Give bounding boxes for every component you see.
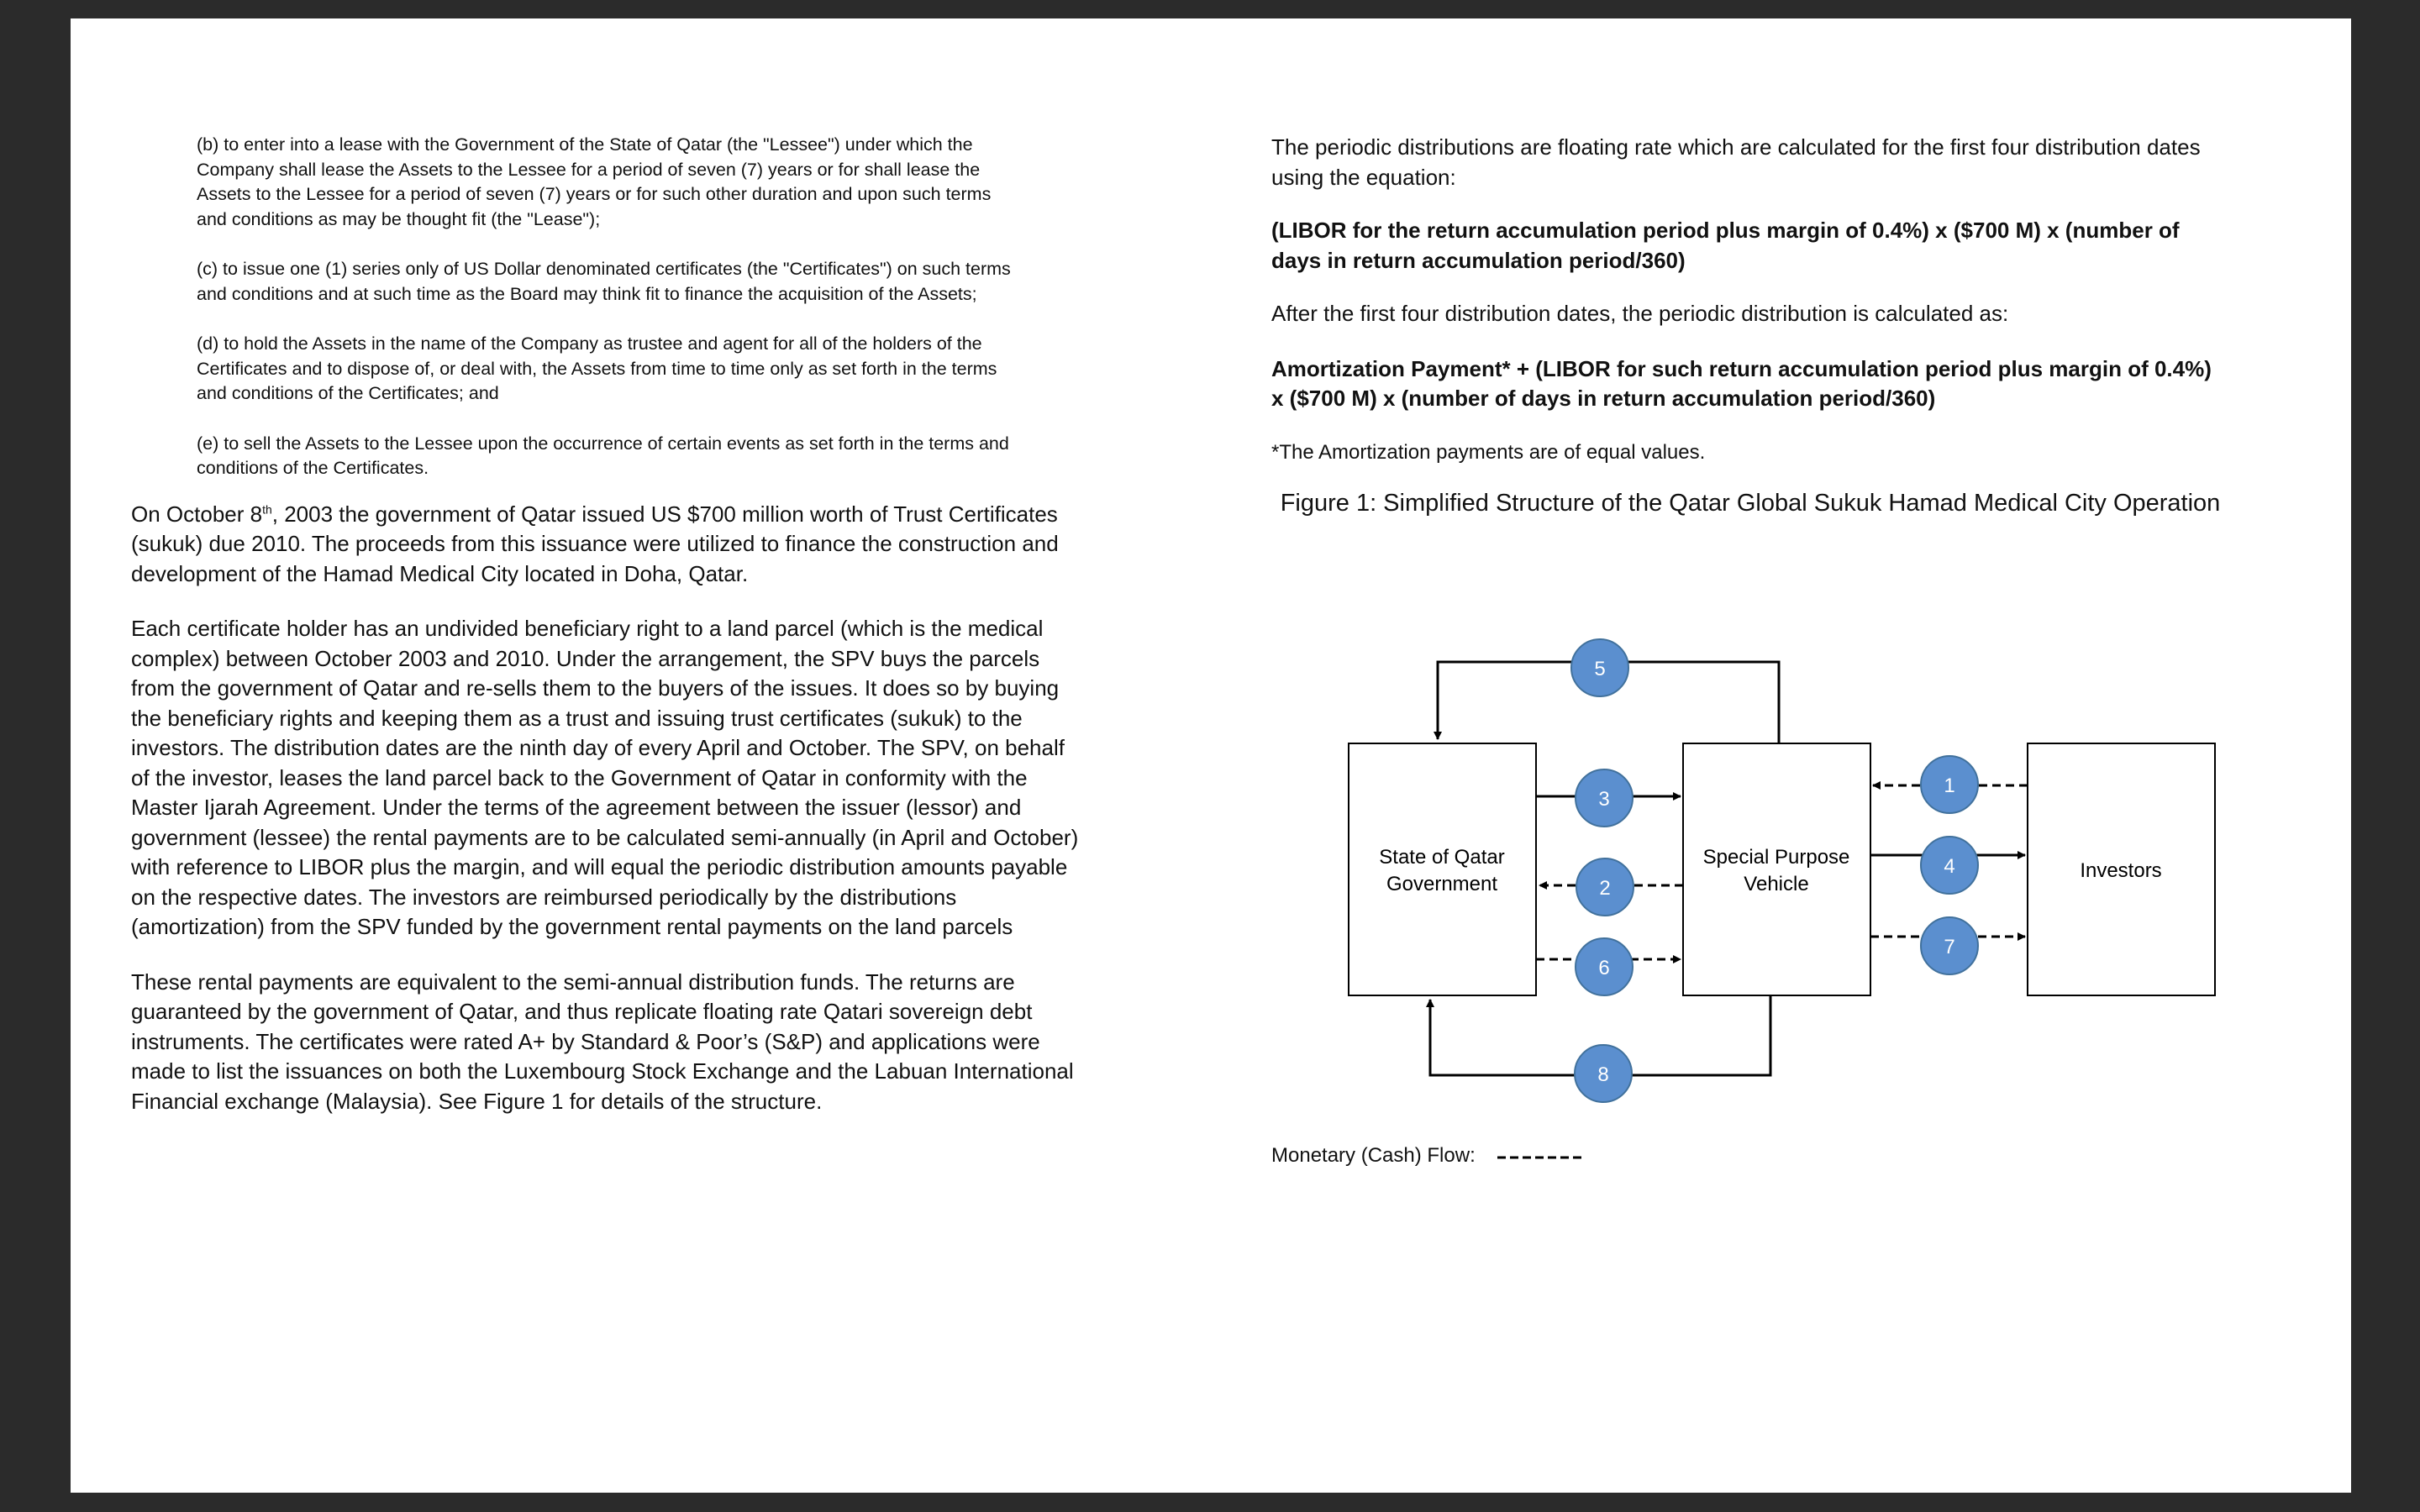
paragraph-arrangement: Each certificate holder has an undivided beneficiary right to a land parcel (which is the medical complex) between October 2003 and 2010. Under the arrangement, the SPV buys the parcels from the government of Qatar and re-sells them to the buyers of the issues. It does so by buying the beneficiary rights and keeping them as a trust and issuing trust certificates (sukuk) to the investors. The distribution dates are the ninth day of every April and October. The SPV, on behalf of the investor, leases the land parcel back to the Government of Qatar in conformity with the Master Ijarah Agreement. Under the terms of the agreement between the issuer (lessor) and government (lessee) the rental payments are to be calculated semi-annually (in April and October) with reference to LIBOR plus the margin, and will equal the periodic distribution amounts payable on the respective dates. The investors are reimbursed periodically by the distributions (amortization) from the SPV funded by the government rental payments on the land parcels bbox=[131, 616, 1079, 939]
structure-diagram bbox=[1271, 615, 2229, 1203]
svg-text:6: 6 bbox=[1598, 957, 1610, 979]
flow-2-badge bbox=[1576, 858, 1634, 916]
flow-7-badge bbox=[1921, 917, 1978, 974]
equation-amortization: Amortization Payment* + (LIBOR for such return accumulation period plus margin of 0.4%) x ($700 M) x (number of days in return accumulation period/360) bbox=[1271, 355, 2212, 411]
left-column bbox=[131, 133, 1081, 1142]
clause-e: (e) to sell the Assets to the Lessee upon the occurrence of certain events as set forth in the terms and conditions of the Certificates. bbox=[197, 433, 1009, 478]
legend-label: Monetary (Cash) Flow: bbox=[1271, 1144, 1476, 1167]
flow-1-badge bbox=[1921, 756, 1978, 813]
flow-5-badge bbox=[1571, 639, 1628, 696]
cash-flow-legend bbox=[1271, 1144, 1588, 1168]
para1-start: On October 8 bbox=[131, 501, 263, 527]
svg-text:3: 3 bbox=[1598, 788, 1610, 811]
equation-first: (LIBOR for the return accumulation period plus margin of 0.4%) x ($700 M) x (number of days in return accumulation period/360) bbox=[1271, 218, 2180, 273]
dashed-line-sample bbox=[1496, 1147, 1588, 1164]
svg-text:7: 7 bbox=[1944, 936, 1955, 958]
para1-rest: , 2003 the government of Qatar issued US $700 million worth of Trust Certificates (sukuk) due 2010. The proceeds from this issuance were utilized to finance the construction and development of the Hamad Medical City located in Doha, Qatar. bbox=[131, 501, 1059, 586]
right-column bbox=[1271, 133, 2229, 520]
svg-text:5: 5 bbox=[1594, 658, 1606, 680]
figure-title: Figure 1: Simplified Structure of the Qatar Global Sukuk Hamad Medical City Operation bbox=[1280, 489, 2221, 517]
distribution-intro: The periodic distributions are floating rate which are calculated for the first four distribution dates using the equation: bbox=[1271, 134, 2201, 190]
distribution-after: After the first four distribution dates, the periodic distribution is calculated as: bbox=[1271, 301, 2009, 326]
flow-4-badge bbox=[1921, 837, 1978, 894]
amortization-note: *The Amortization payments are of equal values. bbox=[1271, 440, 1706, 464]
government-label-1: State of Qatar bbox=[1379, 846, 1505, 869]
investors-label: Investors bbox=[2080, 859, 2162, 882]
paragraph-rental-payments: These rental payments are equivalent to the semi-annual distribution funds. The returns are guaranteed by the government of Qatar, and thus replicate floating rate Qatari sovereign debt instruments. The certificates were rated A+ by Standard & Poor’s (S&P) and applications were made to list the issuances on both the Luxembourg Stock Exchange and the Labuan International Financial exchange (Malaysia). See Figure 1 for details of the structure. bbox=[131, 969, 1074, 1114]
government-box bbox=[1349, 743, 1536, 995]
clause-b: (b) to enter into a lease with the Government of the State of Qatar (the "Lessee") under which the Company shall lease the Assets to the Lessee for a period of seven (7) years or for shall lease the Assets to the Lessee for a period of seven (7) years or for such other duration and upon such terms and conditions as may be thought fit (the "Lease"); bbox=[197, 134, 992, 229]
svg-text:1: 1 bbox=[1944, 774, 1955, 797]
svg-text:4: 4 bbox=[1944, 855, 1955, 878]
spv-label-2: Vehicle bbox=[1744, 873, 1809, 895]
spv-label-1: Special Purpose bbox=[1702, 846, 1850, 869]
spv-box bbox=[1683, 743, 1870, 995]
clause-d: (d) to hold the Assets in the name of the Company as trustee and agent for all of the holders of the Certificates and to dispose of, or deal with, the Assets from time to time only as set forth in the terms and conditions of the Certificates; and bbox=[197, 333, 997, 403]
paragraph-issuance bbox=[131, 500, 1081, 590]
flow-8-badge bbox=[1575, 1045, 1632, 1102]
svg-text:2: 2 bbox=[1599, 877, 1611, 900]
clause-c: (c) to issue one (1) series only of US Dollar denominated certificates (the "Certificates") on such terms and conditions and at such time as the Board may think fit to finance the acquisition of the Assets; bbox=[197, 259, 1011, 304]
svg-text:8: 8 bbox=[1597, 1063, 1609, 1086]
government-label-2: Government bbox=[1386, 873, 1498, 895]
flow-6-badge bbox=[1576, 938, 1633, 995]
flow-3-badge bbox=[1576, 769, 1633, 827]
para1-superscript: th bbox=[262, 501, 272, 516]
